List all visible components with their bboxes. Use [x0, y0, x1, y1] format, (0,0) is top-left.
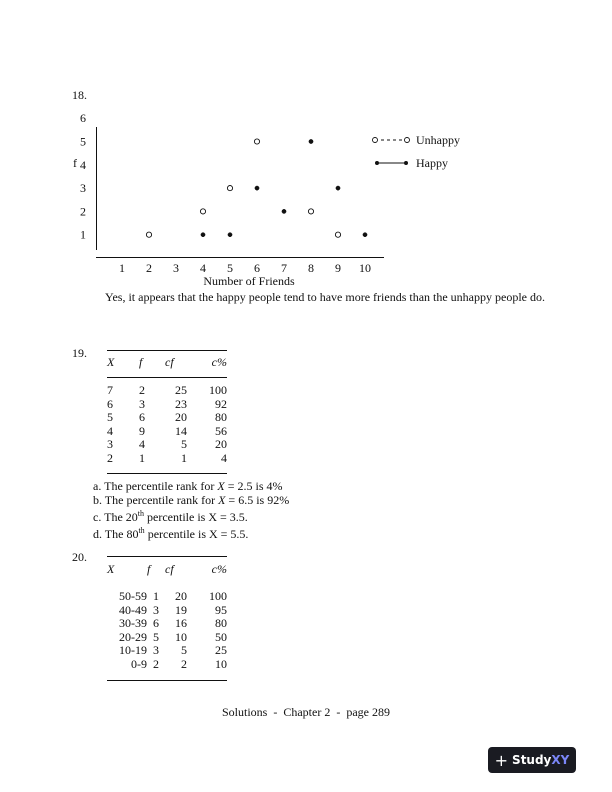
unhappy-data-point — [254, 139, 259, 144]
y-tick-labels — [80, 111, 86, 242]
unhappy-data-point — [227, 186, 232, 191]
table-row: 4 9 14 56 — [107, 423, 227, 438]
y-tick-label: 3 — [80, 181, 86, 196]
legend-unhappy-marker-right — [405, 138, 410, 143]
legend-happy-marker-left — [375, 161, 379, 165]
q19-table-top-rule — [107, 350, 227, 351]
happy-data-point — [228, 233, 232, 237]
q19-frequency-table — [107, 356, 227, 370]
q20-header-x: X — [107, 562, 115, 576]
q19-header-cf: cf — [165, 355, 174, 369]
q20-header-cpct: c% — [211, 562, 227, 576]
happy-data-point — [309, 139, 313, 143]
table-row: 10-19 3 5 25 — [119, 643, 227, 658]
x-tick-label: 1 — [119, 261, 125, 275]
table-row: 40-49 3 19 95 — [119, 602, 227, 617]
x-tick-label: 7 — [281, 261, 287, 275]
x-tick-labels — [119, 261, 371, 275]
data-points — [146, 139, 367, 237]
q20-frequency-table-body — [107, 590, 227, 672]
q20-header-f: f — [147, 562, 151, 576]
q20-header-cf: cf — [165, 562, 174, 576]
table-row: 50-59 1 20 100 — [119, 589, 227, 603]
y-tick-label: 2 — [80, 204, 86, 219]
page-footer: Solutions - Chapter 2 - page 289 — [222, 705, 390, 719]
q19-header-f: f — [139, 355, 143, 369]
q20-table-bottom-rule — [107, 680, 227, 681]
q19-frequency-table-body — [107, 384, 227, 466]
happy-data-point — [363, 233, 367, 237]
x-tick-label: 8 — [308, 261, 314, 275]
x-tick-label: 2 — [146, 261, 152, 275]
unhappy-data-point — [200, 209, 205, 214]
q19-answer-c: c. The 20th percentile is X = 3.5. — [93, 509, 248, 524]
studyxy-logo — [488, 747, 576, 773]
table-row: 0-9 2 2 10 — [131, 656, 227, 671]
y-tick-label: 6 — [80, 111, 86, 126]
x-tick-label: 3 — [173, 261, 179, 275]
logo-text: StudyXY — [512, 753, 570, 767]
happy-data-point — [282, 209, 286, 213]
q19-header-cpct: c% — [211, 355, 227, 369]
q19-answer-d: d. The 80th percentile is X = 5.5. — [93, 526, 249, 541]
unhappy-data-point — [146, 232, 151, 237]
legend-happy-marker-right — [404, 161, 408, 165]
table-row: 5 6 20 80 — [107, 410, 227, 425]
table-row: 3 4 5 20 — [107, 437, 227, 452]
plus-icon: + — [494, 750, 509, 770]
legend — [373, 133, 461, 170]
unhappy-data-point — [335, 232, 340, 237]
happy-data-point — [336, 186, 340, 190]
y-tick-label: 1 — [80, 227, 86, 242]
table-row: 30-39 6 16 80 — [119, 616, 227, 631]
happy-data-point — [201, 233, 205, 237]
dot-plot-friends — [0, 0, 612, 300]
q19-answer-a: a. The percentile rank for X = 2.5 is 4% — [93, 479, 283, 493]
x-tick-label: 5 — [227, 261, 233, 275]
unhappy-data-point — [308, 209, 313, 214]
x-tick-label: 9 — [335, 261, 341, 275]
table-row: 6 3 23 92 — [107, 396, 227, 411]
q19-table-header-rule — [107, 377, 227, 378]
question-19-number: 19. — [72, 346, 87, 360]
q19-answer-b: b. The percentile rank for X = 6.5 is 92% — [93, 493, 290, 507]
q19-header-row — [107, 356, 227, 370]
q20-table-top-rule — [107, 556, 227, 557]
legend-happy-label: Happy — [416, 156, 448, 170]
x-tick-label: 4 — [200, 261, 206, 275]
q20-header-row — [107, 563, 227, 577]
question-18-answer: Yes, it appears that the happy people tend to have more friends than the unhappy people do. — [105, 290, 545, 304]
y-tick-label: 5 — [80, 134, 86, 149]
legend-unhappy-label: Unhappy — [416, 133, 460, 147]
table-row: 20-29 5 10 50 — [119, 629, 227, 644]
y-axis-label: f — [73, 156, 77, 170]
table-row: 2 1 1 4 — [107, 450, 227, 465]
q19-answers — [93, 479, 289, 541]
y-tick-label: 4 — [80, 157, 86, 172]
q19-header-x: X — [107, 355, 115, 369]
table-row: 7 2 25 100 — [107, 383, 227, 397]
x-tick-label: 10 — [359, 261, 371, 275]
legend-unhappy-marker-left — [373, 138, 378, 143]
happy-data-point — [255, 186, 259, 190]
question-18-number: 18. — [72, 88, 87, 102]
question-20-number: 20. — [72, 550, 87, 564]
x-tick-label: 6 — [254, 261, 260, 275]
q19-table-bottom-rule — [107, 473, 227, 474]
q20-frequency-table — [107, 563, 227, 577]
x-axis-label: Number of Friends — [203, 274, 295, 288]
